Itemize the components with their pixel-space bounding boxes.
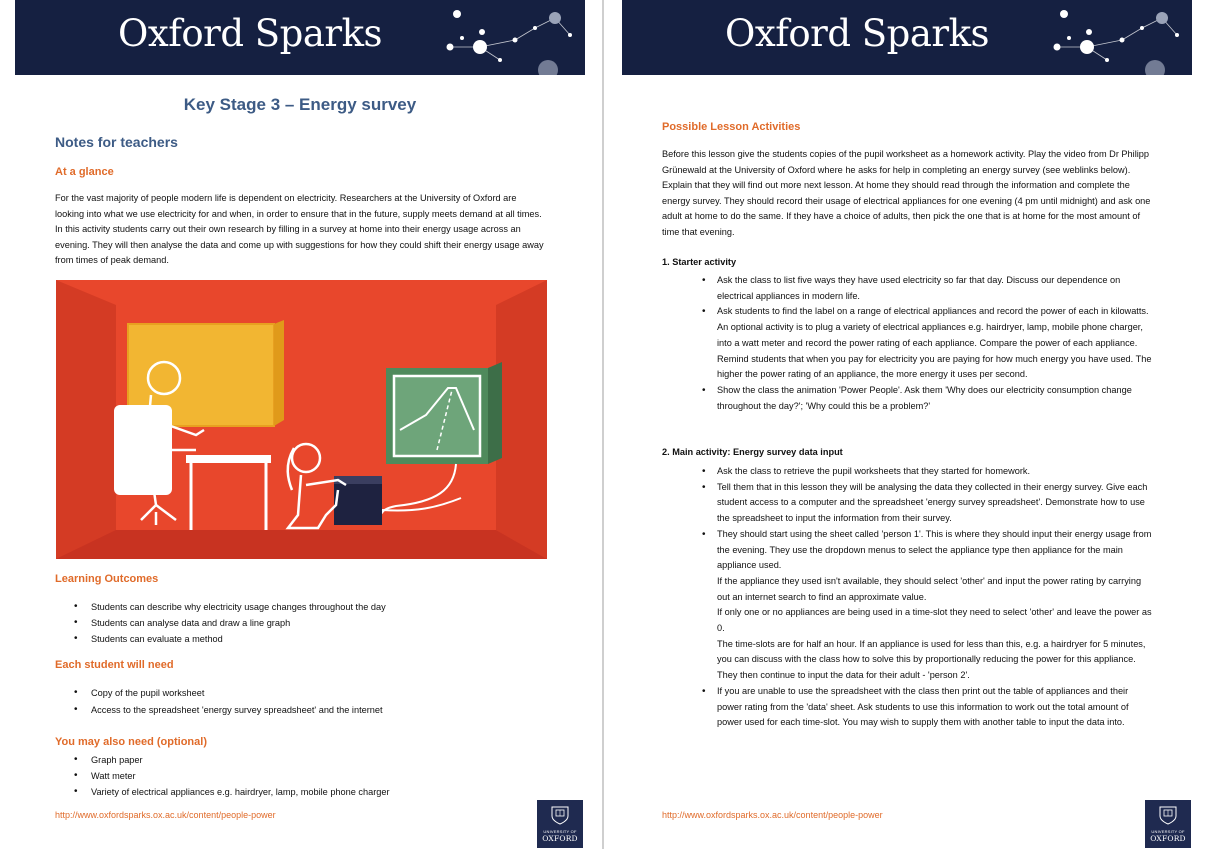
list-item <box>692 527 1152 684</box>
list-item-subtext: The time-slots are for half an hour. If an appliance is used for less than this, e.g. a hairdryer for 5 minutes, you can discuss with the class how to solve this by proportionally reducing the power for this appliance. <box>717 638 1146 665</box>
list-item: • Ask the class to list five ways they have used electricity so far that day. Discuss our dependence on electrical appliances in modern life. <box>692 273 1152 304</box>
list-item: • Access to the spreadsheet 'energy survey spreadsheet' and the internet <box>55 702 575 718</box>
crest-icon <box>1158 805 1178 825</box>
list-item: • Graph paper <box>55 752 575 768</box>
list-item: • Students can analyse data and draw a line graph <box>55 615 575 631</box>
list-item: • If you are unable to use the spreadsheet with the class then print out the table of appliances and their power rating from the 'data' sheet. Ask students to use this information to work out the total amount of power used for each time-slot. You may wish to supply them with another table to input the data into. <box>692 684 1152 731</box>
logo-oxford: OXFORD <box>1150 834 1186 843</box>
student-need-heading: Each student will need <box>55 659 174 671</box>
learning-outcomes-list <box>55 599 575 647</box>
crest-icon <box>550 805 570 825</box>
list-item: • Tell them that in this lesson they will be analysing the data they collected in their energy survey. Give each student access to a computer and the spreadsheet 'energy survey spreadsheet'. Demonstrate how to use the spreadsheet to input the information from their survey. <box>692 480 1152 527</box>
header-banner <box>15 0 585 75</box>
document-title: Key Stage 3 – Energy survey <box>183 95 417 114</box>
list-item: • Copy of the pupil worksheet <box>55 685 575 701</box>
logo-university-of: UNIVERSITY OF <box>1151 829 1185 834</box>
list-item-subtext: If the appliance they used isn't available, they should select 'other' and input the power rating by carrying out an internet search to find an approximate value. <box>717 575 1142 602</box>
intro-paragraph: Before this lesson give the students copies of the pupil worksheet as a homework activity. Play the video from Dr Philipp Grünewald at the University of Oxford where he asks for help in completing an energy survey (see weblinks below). Explain that they will find out more next lesson. At home they should read through the information and complete the energy survey. They should record their usage of electrical appliances for one evening (4 pm until midnight) and ask one adult at home to do the same. If they have a choice of adults, then pick the one that is at home for the most amount of time that evening. <box>662 149 1151 237</box>
constellation-decoration <box>420 0 585 75</box>
page-left <box>0 0 600 849</box>
constellation-decoration <box>1027 0 1192 75</box>
list-item: • Students can evaluate a method <box>55 631 575 647</box>
optional-heading: You may also need (optional) <box>55 736 207 748</box>
student-need-list <box>55 685 575 718</box>
brand-logo-text: Oxford Sparks <box>725 12 989 55</box>
main-activity-list <box>692 464 1152 731</box>
footer-link[interactable]: http://www.oxfordsparks.ox.ac.uk/content/people-power <box>55 810 276 820</box>
main-activity-heading: 2. Main activity: Energy survey data input <box>662 447 843 457</box>
header-banner <box>622 0 1192 75</box>
list-item: • Watt meter <box>55 768 575 784</box>
list-item-subtext: If only one or no appliances are being used in a time-slot they need to select 'other' and leave the power as 0. <box>717 607 1152 634</box>
logo-oxford: OXFORD <box>542 834 578 843</box>
logo-university-of: UNIVERSITY OF <box>543 829 577 834</box>
list-item: • Ask students to find the label on a range of electrical appliances and record the power of each in kilowatts. An optional activity is to plug a variety of electrical appliances e.g. hairdryer, lamp, mobile phone charger, into a watt meter and record the power rating of each appliance. Compare the power of each appliance. Remind students that when you pay for electricity you are paying for how much energy you have used. The higher the power rating of an appliance, the more energy it uses per second. <box>692 304 1152 383</box>
power-people-illustration <box>56 280 547 559</box>
footer-link[interactable]: http://www.oxfordsparks.ox.ac.uk/content/people-power <box>662 810 883 820</box>
university-logo <box>537 800 583 848</box>
starter-activity-heading: 1. Starter activity <box>662 257 737 267</box>
list-item-subtext: They then continue to input the data for their adult - 'person 2'. <box>717 670 970 681</box>
at-a-glance-paragraph: For the vast majority of people modern life is dependent on electricity. Researchers at the University of Oxford are looking into what we use electricity for and when, in order to ensure that in the future, supply meets demand at all times. In this activity students carry out their own research by filling in a survey at home into their energy usage across an evening. They will then analyse the data and come up with suggestions for how they could shift their energy usage away from times of peak demand. <box>55 193 544 266</box>
university-logo <box>1145 800 1191 848</box>
optional-list <box>55 752 575 800</box>
lesson-activities-heading: Possible Lesson Activities <box>662 121 801 133</box>
page-divider <box>602 0 604 849</box>
list-item: • Ask the class to retrieve the pupil worksheets that they started for homework. <box>692 464 1152 480</box>
starter-activity-list <box>692 273 1152 414</box>
brand-logo-text: Oxford Sparks <box>118 12 382 55</box>
list-item: • Variety of electrical appliances e.g. hairdryer, lamp, mobile phone charger <box>55 784 575 800</box>
at-a-glance-heading: At a glance <box>55 166 114 178</box>
page-right <box>608 0 1209 849</box>
notes-heading: Notes for teachers <box>55 134 178 150</box>
learning-outcomes-heading: Learning Outcomes <box>55 573 159 585</box>
list-item: • Students can describe why electricity usage changes throughout the day <box>55 599 575 615</box>
list-item: • Show the class the animation 'Power People'. Ask them 'Why does our electricity consumption change throughout the day?'; 'Why could this be a problem?' <box>692 383 1152 414</box>
list-item-text: • They should start using the sheet called 'person 1'. This is where they should input their energy usage from the evening. They use the dropdown menus to select the appliance type then appliance for the main appliance used. <box>717 528 1152 571</box>
